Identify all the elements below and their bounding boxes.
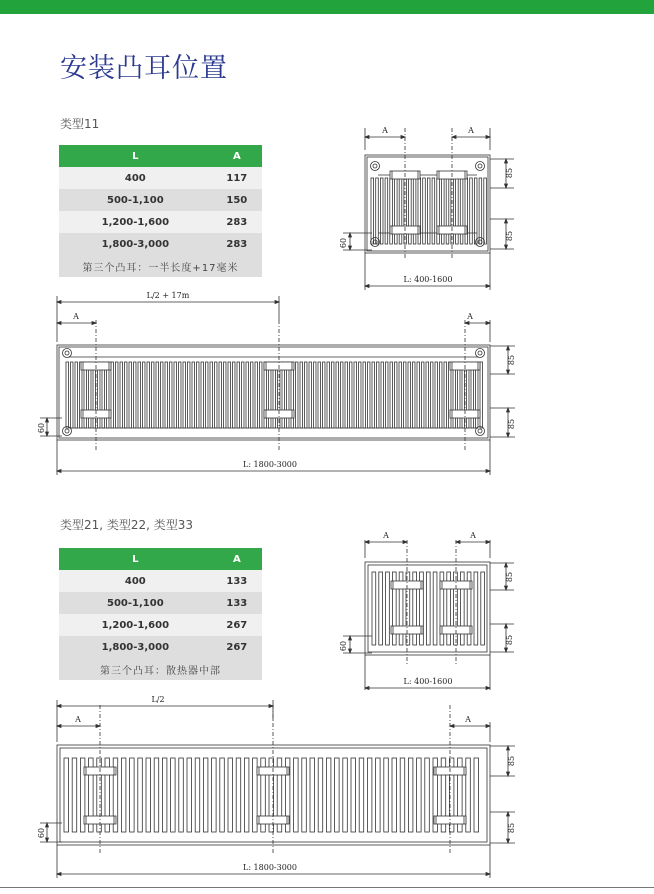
- radiator-fin: [120, 362, 122, 428]
- dim-a-label: A: [73, 312, 79, 321]
- radiator-fin: [215, 362, 217, 428]
- radiator-fin: [121, 758, 126, 832]
- dim-85-label: 85: [505, 571, 514, 583]
- radiator-fin: [470, 178, 473, 244]
- radiator-fin: [179, 362, 181, 428]
- radiator-fin: [427, 178, 430, 244]
- arrow-head: [57, 470, 61, 473]
- radiator-fin: [171, 758, 176, 832]
- radiator-fin: [345, 362, 347, 428]
- arrow-head: [456, 541, 460, 544]
- radiator-fin: [385, 178, 388, 244]
- col-header-a: A: [212, 145, 262, 167]
- length-label: L: 1800-3000: [243, 863, 297, 872]
- radiator-fin: [372, 572, 376, 645]
- arrow-head: [507, 772, 510, 776]
- radiator-fin: [188, 362, 190, 428]
- cell-a: 150: [212, 189, 262, 211]
- bolt-hole-inner: [478, 429, 482, 433]
- radiator-fin: [350, 362, 352, 428]
- bolt-hole-inner: [373, 164, 377, 168]
- radiator-fin: [161, 362, 163, 428]
- dim-a-label: A: [468, 126, 474, 135]
- radiator-fin: [66, 362, 68, 428]
- bolt-hole-inner: [478, 351, 482, 355]
- arrow-head: [365, 136, 369, 139]
- cell-a: 283: [212, 233, 262, 255]
- bolt-hole: [63, 349, 72, 358]
- radiator-fin: [130, 758, 135, 832]
- radiator-fin: [183, 362, 185, 428]
- radiator-fin: [318, 758, 323, 832]
- table-note: 第三个凸耳：散热器中部: [59, 658, 262, 680]
- arrow-head: [507, 408, 510, 412]
- dim-a-label: A: [383, 531, 389, 540]
- radiator-fin: [228, 758, 233, 832]
- length-label: L: 400-1600: [403, 677, 453, 686]
- radiator-fin: [332, 362, 334, 428]
- radiator-fin: [343, 758, 348, 832]
- radiator-fin: [474, 758, 479, 832]
- radiator-fin: [431, 362, 433, 428]
- arrow-head: [507, 812, 510, 816]
- radiator-fin: [425, 758, 430, 832]
- radiator-fin: [138, 362, 140, 428]
- arrow-head: [505, 586, 508, 590]
- radiator-fin: [423, 178, 426, 244]
- arrow-head: [486, 136, 490, 139]
- radiator-fin: [212, 758, 217, 832]
- arrow-head: [505, 184, 508, 188]
- cell-a: 283: [212, 211, 262, 233]
- arrow-head: [365, 541, 369, 544]
- arrow-head: [349, 649, 352, 653]
- radiator-fin: [341, 362, 343, 428]
- dim-a-label: A: [382, 126, 388, 135]
- bolt-hole-inner: [65, 351, 69, 355]
- radiator-fin: [377, 362, 379, 428]
- radiator-fin: [71, 362, 73, 428]
- radiator-fin: [371, 178, 374, 244]
- radiator-fin: [435, 362, 437, 428]
- bolt-hole-inner: [65, 429, 69, 433]
- radiator-fin: [201, 362, 203, 428]
- arrow-head: [403, 541, 407, 544]
- radiator-fin: [310, 758, 315, 832]
- cell-l: 1,200-1,600: [59, 614, 212, 636]
- arrow-head: [505, 159, 508, 163]
- dim-half-label: L/2: [151, 695, 165, 704]
- bottom-rule: [0, 887, 654, 888]
- radiator-fin: [64, 758, 69, 832]
- arrow-head: [275, 301, 279, 304]
- radiator-fin: [294, 758, 299, 832]
- radiator-fin: [481, 572, 485, 645]
- radiator-fin: [129, 362, 131, 428]
- radiator-fin: [236, 758, 241, 832]
- dim-60-label: 60: [37, 827, 46, 839]
- arrow-head: [57, 322, 61, 325]
- dim-85-label: 85: [505, 167, 514, 179]
- arrow-head: [349, 636, 352, 640]
- radiator-fin: [422, 362, 424, 428]
- arrow-head: [486, 725, 490, 728]
- radiator-fin: [192, 362, 194, 428]
- bolt-hole: [476, 349, 485, 358]
- cell-l: 500-1,100: [59, 189, 212, 211]
- arrow-head: [486, 470, 490, 473]
- radiator-fin: [152, 362, 154, 428]
- radiator-fin: [426, 362, 428, 428]
- radiator-fin: [404, 362, 406, 428]
- radiator-fin: [314, 362, 316, 428]
- radiator-fin: [368, 362, 370, 428]
- radiator-fin: [376, 758, 381, 832]
- radiator-fin: [242, 362, 244, 428]
- radiator-fin: [296, 362, 298, 428]
- radiator-fin: [400, 758, 405, 832]
- radiator-fin: [72, 758, 77, 832]
- col-header-a: A: [212, 548, 262, 570]
- length-label: L: 1800-3000: [243, 460, 297, 469]
- radiator-fin: [318, 362, 320, 428]
- arrow-head: [57, 873, 61, 876]
- radiator-fin: [354, 362, 356, 428]
- radiator-fin: [228, 362, 230, 428]
- radiator-fin: [384, 758, 389, 832]
- arrow-head: [465, 322, 469, 325]
- radiator-fin: [335, 758, 340, 832]
- arrow-head: [486, 541, 490, 544]
- dim-85-label: 85: [507, 354, 516, 366]
- arrow-head: [57, 301, 61, 304]
- arrow-head: [92, 322, 96, 325]
- radiator-fin: [395, 362, 397, 428]
- radiator-fin: [255, 362, 257, 428]
- arrow-head: [349, 246, 352, 250]
- cell-l: 1,800-3,000: [59, 636, 212, 658]
- arrow-head: [57, 725, 61, 728]
- cell-l: 1,800-3,000: [59, 233, 212, 255]
- radiator-fin: [195, 758, 200, 832]
- cell-l: 400: [59, 570, 212, 592]
- radiator-fin: [220, 758, 225, 832]
- radiator-fin: [219, 362, 221, 428]
- arrow-head: [57, 705, 61, 708]
- radiator-fin: [116, 362, 118, 428]
- radiator-fin: [474, 572, 478, 645]
- radiator-fin: [233, 362, 235, 428]
- radiator-fin: [147, 362, 149, 428]
- page-title: 安装凸耳位置: [60, 53, 228, 84]
- arrow-head: [507, 433, 510, 437]
- radiator-fin: [379, 572, 383, 645]
- arrow-head: [507, 346, 510, 350]
- arrow-head: [505, 219, 508, 223]
- cell-a: 267: [212, 636, 262, 658]
- radiator-fin: [408, 362, 410, 428]
- radiator-fin: [237, 362, 239, 428]
- radiator-fin: [206, 362, 208, 428]
- radiator-fin: [433, 572, 437, 645]
- arrow-head: [486, 873, 490, 876]
- arrow-head: [507, 746, 510, 750]
- radiator-fin: [210, 362, 212, 428]
- arrow-head: [46, 823, 49, 827]
- dim-85-label: 85: [505, 634, 514, 646]
- dim-a-label: A: [75, 715, 81, 724]
- radiator-fin: [253, 758, 258, 832]
- radiator-fin: [386, 572, 390, 645]
- arrow-head: [365, 687, 369, 690]
- arrow-head: [507, 370, 510, 374]
- radiator-fin: [359, 758, 364, 832]
- cell-l: 500-1,100: [59, 592, 212, 614]
- radiator-fin: [484, 178, 487, 244]
- dim-85-label: 85: [505, 230, 514, 242]
- arrow-head: [401, 136, 405, 139]
- radiator-fin: [417, 758, 422, 832]
- radiator-fin: [363, 362, 365, 428]
- arrow-head: [486, 322, 490, 325]
- cell-a: 117: [212, 167, 262, 189]
- radiator-fin: [300, 362, 302, 428]
- cell-l: 1,200-1,600: [59, 211, 212, 233]
- radiator-fin: [156, 362, 158, 428]
- radiator-fin: [170, 362, 172, 428]
- table-note: 第三个凸耳：一半长度+17毫米: [59, 255, 262, 277]
- radiator-fin: [302, 758, 307, 832]
- radiator-fin: [372, 362, 374, 428]
- radiator-fin: [143, 362, 145, 428]
- radiator-fin: [251, 362, 253, 428]
- arrow-head: [486, 687, 490, 690]
- radiator-fin: [417, 362, 419, 428]
- dim-85-label: 85: [507, 755, 516, 767]
- arrow-head: [349, 233, 352, 237]
- arrow-head: [505, 624, 508, 628]
- radiator-fin: [380, 178, 383, 244]
- radiator-fin: [466, 758, 471, 832]
- radiator-fin: [197, 362, 199, 428]
- bolt-hole: [476, 162, 485, 171]
- dim-a-label: A: [470, 531, 476, 540]
- radiator-fin: [162, 758, 167, 832]
- cell-a: 267: [212, 614, 262, 636]
- radiator-fin: [165, 362, 167, 428]
- dim-a-label: A: [465, 715, 471, 724]
- radiator-fin: [326, 758, 331, 832]
- arrow-head: [505, 563, 508, 567]
- radiator-fin: [426, 572, 430, 645]
- bolt-hole-inner: [478, 164, 482, 168]
- radiator-fin: [336, 362, 338, 428]
- radiator-fin: [146, 758, 151, 832]
- radiator-fin: [351, 758, 356, 832]
- radiator-fin: [174, 362, 176, 428]
- radiator-fin: [305, 362, 307, 428]
- arrow-head: [505, 245, 508, 249]
- radiator-outline: [57, 345, 490, 440]
- radiator-fin: [134, 362, 136, 428]
- bolt-hole: [371, 162, 380, 171]
- cell-a: 133: [212, 592, 262, 614]
- arrow-head: [452, 136, 456, 139]
- radiator-fin: [386, 362, 388, 428]
- radiator-fin: [367, 758, 372, 832]
- radiator-fin: [327, 362, 329, 428]
- radiator-fin: [440, 362, 442, 428]
- radiator-fin: [138, 758, 143, 832]
- radiator-fin: [244, 758, 249, 832]
- radiator-fin: [474, 178, 477, 244]
- radiator-fin: [309, 362, 311, 428]
- radiator-fin: [246, 362, 248, 428]
- radiator-fin: [408, 758, 413, 832]
- col-header-l: L: [59, 145, 212, 167]
- dim-85-label: 85: [507, 418, 516, 430]
- radiator-fin: [75, 362, 77, 428]
- arrow-head: [505, 648, 508, 652]
- radiator-fin: [381, 362, 383, 428]
- arrow-head: [96, 725, 100, 728]
- radiator-fin: [390, 362, 392, 428]
- radiator-fin: [444, 362, 446, 428]
- radiator-fin: [125, 362, 127, 428]
- radiator-fin: [479, 178, 482, 244]
- arrow-head: [507, 839, 510, 843]
- col-header-l: L: [59, 548, 212, 570]
- dim-half-label: L/2 + 17m: [146, 291, 190, 300]
- arrow-head: [269, 705, 273, 708]
- radiator-fin: [224, 362, 226, 428]
- radiator-fin: [432, 178, 435, 244]
- dim-60-label: 60: [339, 237, 348, 249]
- radiator-fin: [359, 362, 361, 428]
- radiator-fin: [203, 758, 208, 832]
- length-label: L: 400-1600: [403, 275, 453, 284]
- dim-a-label: A: [467, 312, 473, 321]
- section-label-type21: 类型21, 类型22, 类型33: [60, 518, 194, 532]
- arrow-head: [450, 725, 454, 728]
- arrow-head: [365, 285, 369, 288]
- dim-60-label: 60: [37, 422, 46, 434]
- cell-l: 400: [59, 167, 212, 189]
- dim-85-label: 85: [507, 822, 516, 834]
- radiator-fin: [179, 758, 184, 832]
- radiator-fin: [260, 362, 262, 428]
- radiator-fin: [323, 362, 325, 428]
- radiator-fin: [413, 362, 415, 428]
- arrow-head: [46, 418, 49, 422]
- radiator-fin: [399, 362, 401, 428]
- cell-a: 133: [212, 570, 262, 592]
- arrow-head: [486, 285, 490, 288]
- dim-60-label: 60: [339, 640, 348, 652]
- radiator-fin: [154, 758, 159, 832]
- radiator-fin: [187, 758, 192, 832]
- radiator-fin: [392, 758, 397, 832]
- section-label-type11: 类型11: [60, 117, 100, 131]
- radiator-fin: [376, 178, 379, 244]
